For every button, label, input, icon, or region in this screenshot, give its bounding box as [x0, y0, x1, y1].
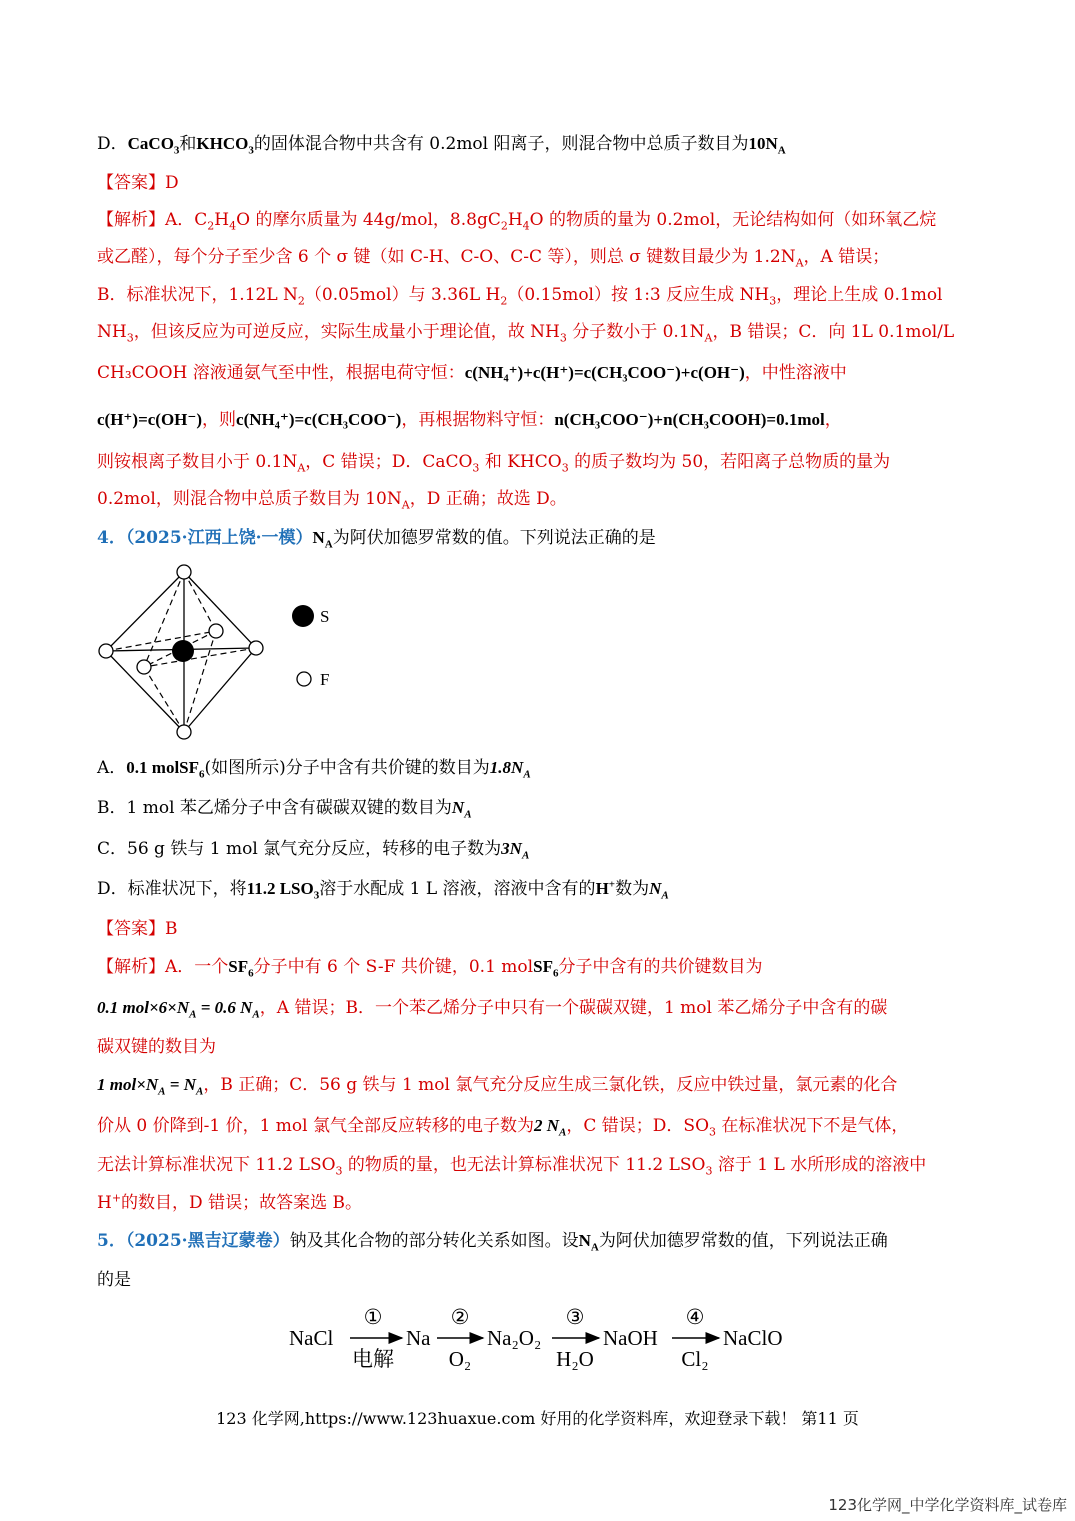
- condition-4: Cl₂: [681, 1347, 709, 1371]
- q3-analysis-line-4: $NH_3$，但该反应为可逆反应，实际生成量小于理论值，故 $NH_3$ 分子数小于 $0.1N_A$，B 错误；C．向 1L 0.1mol/L: [97, 322, 955, 345]
- charge-balance-formula: c(NH₄⁺)+c(H⁺)=c(CH₃COO⁻)+c(OH⁻): [464, 363, 745, 382]
- fluorine-atom: [137, 660, 151, 674]
- fluorine-atom: [177, 565, 191, 579]
- q3-analysis-line-1: 【解析】A．$C_2H_4O$ 的摩尔质量为 44g/mol，$8.8gC_2H_4O$ 的物质的量为 0.2mol，无论结构如何（如环氧乙烷: [97, 210, 937, 233]
- legend-sulfur-dot: [292, 605, 314, 627]
- q4-analysis-line-5: 价从 0 价降到-1 价，1 mol 氯气全部反应转移的电子数为2 $N_A$，C 错误；D．$SO_3$ 在标准状况下不是气体，: [97, 1116, 909, 1139]
- q4-analysis-line-3: 碳双键的数目为: [97, 1037, 216, 1057]
- q4-option-b: B．1 mol 苯乙烯分子中含有碳碳双键的数目为$N_A$: [97, 798, 472, 821]
- q4-analysis-line-6: 无法计算标准状况下 11.2 $LSO_3$ 的物质的量，也无法计算标准状况下 11.2 $LSO_3$ 溶于 1 L 水所形成的溶液中: [97, 1155, 927, 1178]
- step-number-1: ①: [363, 1305, 383, 1329]
- q3-answer: 【答案】D: [97, 173, 179, 193]
- legend-s-label: S: [320, 607, 330, 626]
- q3-analysis-line-6: c(H⁺)=c(OH⁻)，则c(NH₄⁺)=c(CH₃COO⁻)，再根据物料守恒：n(CH₃COO⁻)+n(CH₃COOH)=0.1mol，: [97, 410, 842, 430]
- sf6-molecule-figure: [90, 560, 350, 750]
- q3-option-d: D．CaCO$_3$和$KHCO_3$的固体混合物中共含有 0.2mol 阳离子，则混合物中总质子数目为$10N_A$: [97, 134, 786, 157]
- q5-stem-line-2: 的是: [97, 1270, 131, 1290]
- q4-option-a: A．0.1 molSF$_6$(如图所示)分子中含有共价键的数目为$1.8N_A$: [97, 758, 531, 781]
- q3-analysis-line-2: 或乙醛），每个分子至少含 6 个 σ 键（如 C-H、C-O、C-C 等），则总 σ 键数目最少为 $1.2N_A$，A 错误；: [97, 247, 890, 270]
- species-naclo: NaClO: [723, 1326, 783, 1350]
- species-naoh: NaOH: [603, 1326, 658, 1350]
- q4-option-d: D．标准状况下，将11.2 $LSO_3$溶于水配成 1 L 溶液，溶液中含有的H+数为$N_A$: [97, 878, 669, 902]
- condition-3: H₂O: [556, 1347, 594, 1371]
- q4-option-c: C．56 g 铁与 1 mol 氯气充分反应，转移的电子数为$3N_A$: [97, 839, 530, 862]
- fluorine-atom: [177, 725, 191, 739]
- species-na2o2: Na₂O₂: [487, 1326, 542, 1350]
- condition-2: O₂: [448, 1347, 472, 1371]
- q4-analysis-line-2: 0.1 $mol\times 6\times N_A = 0.6$ $N_A$，A 错误；B．一个苯乙烯分子中只有一个碳碳双键，1 mol 苯乙烯分子中含有的碳: [97, 998, 888, 1021]
- fluorine-atom: [99, 644, 113, 658]
- legend-fluorine-dot: [297, 672, 311, 686]
- species-nacl: NaCl: [289, 1326, 334, 1350]
- q3-analysis-line-8: 0.2mol，则混合物中总质子数目为 $10N_A$，D 正确；故选 D。: [97, 489, 567, 512]
- sodium-conversion-scheme: [280, 1300, 800, 1380]
- q4-analysis-line-4: 1 $mol\times N_A = N_A$，B 正确；C．56 g 铁与 1 mol 氯气充分反应生成三氯化铁，反应中铁过量，氯元素的化合: [97, 1075, 898, 1098]
- q4-answer: 【答案】B: [97, 919, 178, 939]
- q4-analysis-line-1: 【解析】A．一个$SF_6$分子中有 6 个 S-F 共价键，0.1 molSF$_6$分子中含有的共价键数目为: [97, 957, 763, 980]
- site-watermark: 123化学网_中学化学资料库_试卷库: [828, 1496, 1067, 1514]
- q5-stem-line-1: 5．（2025·黑吉辽蒙卷）钠及其化合物的部分转化关系如图。设$N_A$为阿伏加德罗常数的值，下列说法正确: [97, 1231, 888, 1254]
- condition-1: 电解: [352, 1347, 394, 1371]
- fluorine-atom: [209, 624, 223, 638]
- legend-f-label: F: [320, 670, 330, 689]
- step-number-2: ②: [450, 1305, 470, 1329]
- q4-stem: 4．（2025·江西上饶·一模）$N_A$为阿伏加德罗常数的值。下列说法正确的是: [97, 528, 656, 551]
- q3-analysis-line-3: B．标准状况下，1.12L $N_2(0.05mol)$与 3.36L $H_2(0.15mol)$按 1:3 反应生成 $NH_3$，理论上生成 0.1mol: [97, 285, 943, 308]
- page-footer: 123 化学网,https://www.123huaxue.com 好用的化学资料库，欢迎登录下载！ 第11 页: [216, 1409, 859, 1428]
- sulfur-atom: [172, 640, 194, 662]
- step-number-3: ③: [565, 1305, 585, 1329]
- step-number-4: ④: [685, 1305, 705, 1329]
- fluorine-atom: [249, 641, 263, 655]
- q3-analysis-line-7: 则铵根离子数目小于 $0.1N_A$，C 错误；D．CaCO$_3$ 和 $KHCO_3$ 的质子数均为 50，若阳离子总物质的量为: [97, 452, 891, 475]
- material-balance-formula: n(CH₃COO⁻)+n(CH₃COOH)=0.1mol: [554, 410, 825, 429]
- q4-analysis-line-7: H+的数目，D 错误；故答案选 B。: [97, 1191, 362, 1213]
- species-na: Na: [406, 1326, 431, 1350]
- q3-analysis-line-5: CH₃COOH 溶液通氨气至中性，根据电荷守恒：c(NH₄⁺)+c(H⁺)=c(CH₃COO⁻)+c(OH⁻)，中性溶液中: [97, 363, 847, 383]
